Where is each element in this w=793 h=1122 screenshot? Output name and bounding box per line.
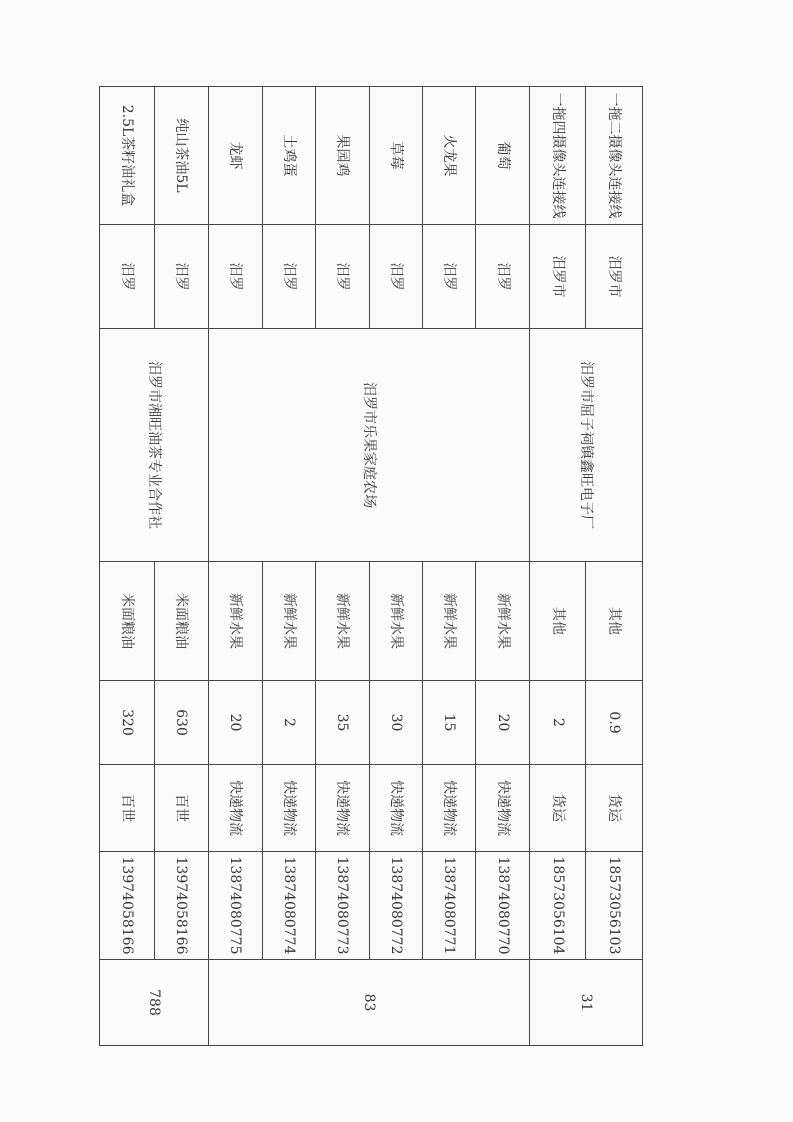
rotated-page [99, 86, 643, 1045]
quantity: 0.9 [586, 681, 643, 765]
phone: 13874080772 [369, 852, 422, 960]
table-row [316, 87, 369, 1046]
total: 83 [209, 960, 530, 1046]
origin: 汨罗 [369, 225, 422, 329]
product-name: 果园鸡 [316, 87, 369, 225]
product-table [99, 86, 643, 1046]
category: 新鲜水果 [209, 562, 262, 681]
quantity: 15 [423, 681, 476, 765]
quantity: 30 [369, 681, 422, 765]
table-row [209, 87, 262, 1046]
table-row [369, 87, 422, 1046]
origin: 汨罗 [423, 225, 476, 329]
phone: 18573056104 [529, 852, 586, 960]
product-name: 火龙果 [423, 87, 476, 225]
product-name: 龙虾 [209, 87, 262, 225]
product-name: 葡萄 [476, 87, 529, 225]
phone: 18573056103 [586, 852, 643, 960]
origin: 汨罗市 [586, 225, 643, 329]
origin: 汨罗 [209, 225, 262, 329]
category: 米面粮油 [154, 562, 209, 681]
product-name: 一拖二摄像头连接线 [586, 87, 643, 225]
logistics: 快递物流 [423, 765, 476, 852]
origin: 汨罗 [316, 225, 369, 329]
origin: 汨罗 [262, 225, 315, 329]
table-row [586, 87, 643, 1046]
quantity: 2 [262, 681, 315, 765]
total: 788 [100, 960, 209, 1046]
quantity: 20 [209, 681, 262, 765]
quantity: 20 [476, 681, 529, 765]
product-name: 土鸡蛋 [262, 87, 315, 225]
product-name: 草莓 [369, 87, 422, 225]
supplier: 汨罗市湘旺油茶专业合作社 [100, 329, 209, 562]
product-name: 2.5L茶籽油礼盒 [100, 87, 155, 225]
quantity: 2 [529, 681, 586, 765]
logistics: 货运 [586, 765, 643, 852]
logistics: 快递物流 [476, 765, 529, 852]
logistics: 快递物流 [262, 765, 315, 852]
category: 其他 [529, 562, 586, 681]
table-row [154, 87, 209, 1046]
product-name: 一拖四摄像头连接线 [529, 87, 586, 225]
table-row [476, 87, 529, 1046]
category: 米面粮油 [100, 562, 155, 681]
origin: 汨罗 [154, 225, 209, 329]
logistics: 百世 [154, 765, 209, 852]
table-row [100, 87, 155, 1046]
quantity: 35 [316, 681, 369, 765]
product-name: 纯山茶油5L [154, 87, 209, 225]
logistics: 快递物流 [369, 765, 422, 852]
origin: 汨罗 [100, 225, 155, 329]
category: 其他 [586, 562, 643, 681]
origin: 汨罗 [476, 225, 529, 329]
logistics: 货运 [529, 765, 586, 852]
phone: 13874080774 [262, 852, 315, 960]
table-row [529, 87, 586, 1046]
quantity: 320 [100, 681, 155, 765]
phone: 13874080773 [316, 852, 369, 960]
logistics: 百世 [100, 765, 155, 852]
logistics: 快递物流 [209, 765, 262, 852]
logistics: 快递物流 [316, 765, 369, 852]
category: 新鲜水果 [316, 562, 369, 681]
supplier: 汨罗市屈子祠镇鑫旺电子厂 [529, 329, 642, 562]
category: 新鲜水果 [423, 562, 476, 681]
total: 31 [529, 960, 642, 1046]
quantity: 630 [154, 681, 209, 765]
table-row [423, 87, 476, 1046]
phone: 13974058166 [154, 852, 209, 960]
phone: 13974058166 [100, 852, 155, 960]
phone: 13874080771 [423, 852, 476, 960]
category: 新鲜水果 [476, 562, 529, 681]
origin: 汨罗市 [529, 225, 586, 329]
category: 新鲜水果 [262, 562, 315, 681]
phone: 13874080770 [476, 852, 529, 960]
category: 新鲜水果 [369, 562, 422, 681]
table-row [262, 87, 315, 1046]
supplier: 汨罗市乐果家庭农场 [209, 329, 530, 562]
phone: 13874080775 [209, 852, 262, 960]
